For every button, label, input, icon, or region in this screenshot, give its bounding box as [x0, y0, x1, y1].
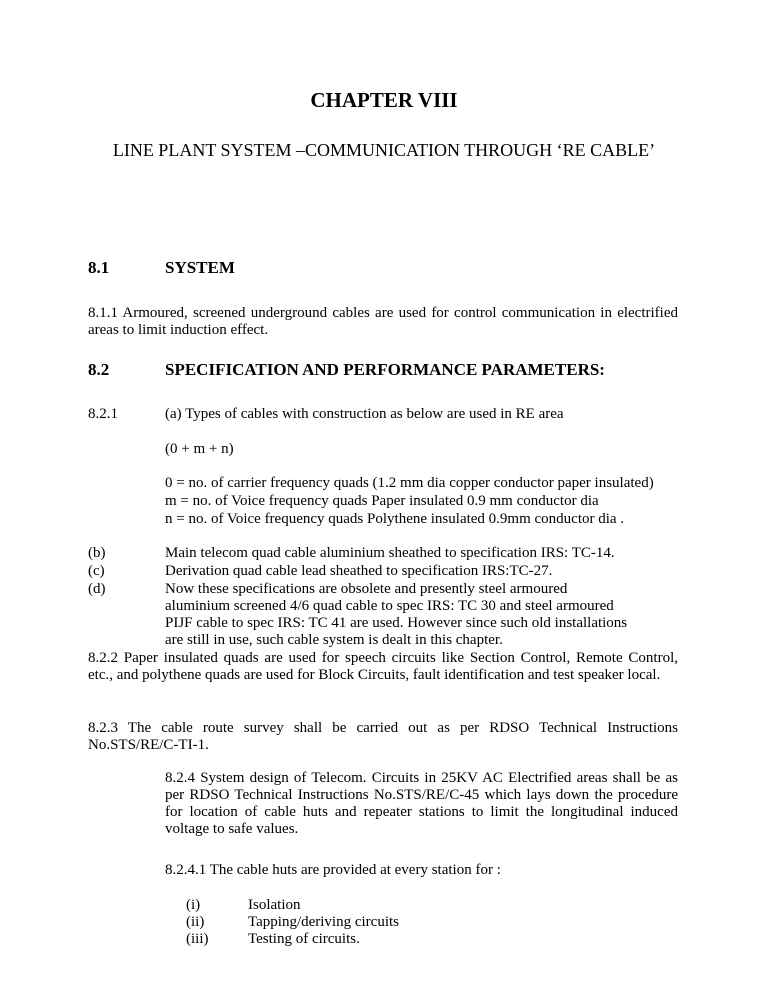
paragraph-8-2-4: 8.2.4 System design of Telecom. Circuits in 25KV AC Electrified areas shall be as per RDSO Technical Instructions No.STS/RE/C-45 which lays down the procedure for location of cable huts and repeater stations to limit the longitudinal induced voltage to safe values. — [165, 770, 678, 837]
chapter-title: CHAPTER VIII — [310, 88, 458, 112]
list-item-i-label: (i) — [186, 897, 201, 913]
item-c-text: Derivation quad cable lead sheathed to specification IRS:TC-27. — [165, 563, 553, 579]
item-d-label: (d) — [88, 581, 106, 597]
paragraph-number-8-2-1: 8.2.1 — [88, 406, 118, 422]
item-d-text: Now these specifications are obsolete and presently steel armoured aluminium screened 4/6 quad cable to spec IRS: TC 30 and steel armoured PIJF cable to spec IRS: TC 41 are used. However since such old installations are still in use, such cable system is dealt in this chapter. — [165, 581, 628, 648]
section-number-8-1: 8.1 — [88, 258, 110, 277]
list-item-ii-text: Tapping/deriving circuits — [248, 914, 399, 930]
list-item-ii-label: (ii) — [186, 914, 205, 930]
chapter-subtitle: LINE PLANT SYSTEM –COMMUNICATION THROUGH ‘RE CABLE’ — [112, 140, 656, 160]
paragraph-8-2-2: 8.2.2 Paper insulated quads are used for speech circuits like Section Control, Remote Control, etc., and polythene quads are used for Block Circuits, fault identification and test speaker local. — [88, 650, 678, 683]
paragraph-8-2-3: 8.2.3 The cable route survey shall be carried out as per RDSO Technical Instructions No.STS/RE/C-TI-1. — [88, 720, 678, 753]
definition-n: n = no. of Voice frequency quads Polythene insulated 0.9mm conductor dia . — [165, 511, 625, 527]
section-title-system: SYSTEM — [165, 258, 235, 277]
list-item-iii-label: (iii) — [186, 931, 209, 947]
paragraph-8-1-1: 8.1.1 Armoured, screened underground cables are used for control communication in electrified areas to limit induction effect. — [88, 305, 678, 338]
list-item-i-text: Isolation — [248, 897, 301, 913]
definition-m: m = no. of Voice frequency quads Paper insulated 0.9 mm conductor dia — [165, 493, 599, 509]
item-c-label: (c) — [88, 563, 105, 579]
item-a-text: (a) Types of cables with construction as below are used in RE area — [165, 406, 564, 422]
section-number-8-2: 8.2 — [88, 360, 110, 379]
definition-0: 0 = no. of carrier frequency quads (1.2 mm dia copper conductor paper insulated) — [165, 475, 654, 491]
section-title-specification: SPECIFICATION AND PERFORMANCE PARAMETERS: — [165, 360, 605, 379]
item-b-label: (b) — [88, 545, 106, 561]
paragraph-8-2-4-1-intro: 8.2.4.1 The cable huts are provided at every station for : — [165, 862, 501, 878]
list-item-iii-text: Testing of circuits. — [248, 931, 360, 947]
item-b-text: Main telecom quad cable aluminium sheathed to specification IRS: TC-14. — [165, 545, 615, 561]
cable-formula: (0 + m + n) — [165, 441, 234, 457]
